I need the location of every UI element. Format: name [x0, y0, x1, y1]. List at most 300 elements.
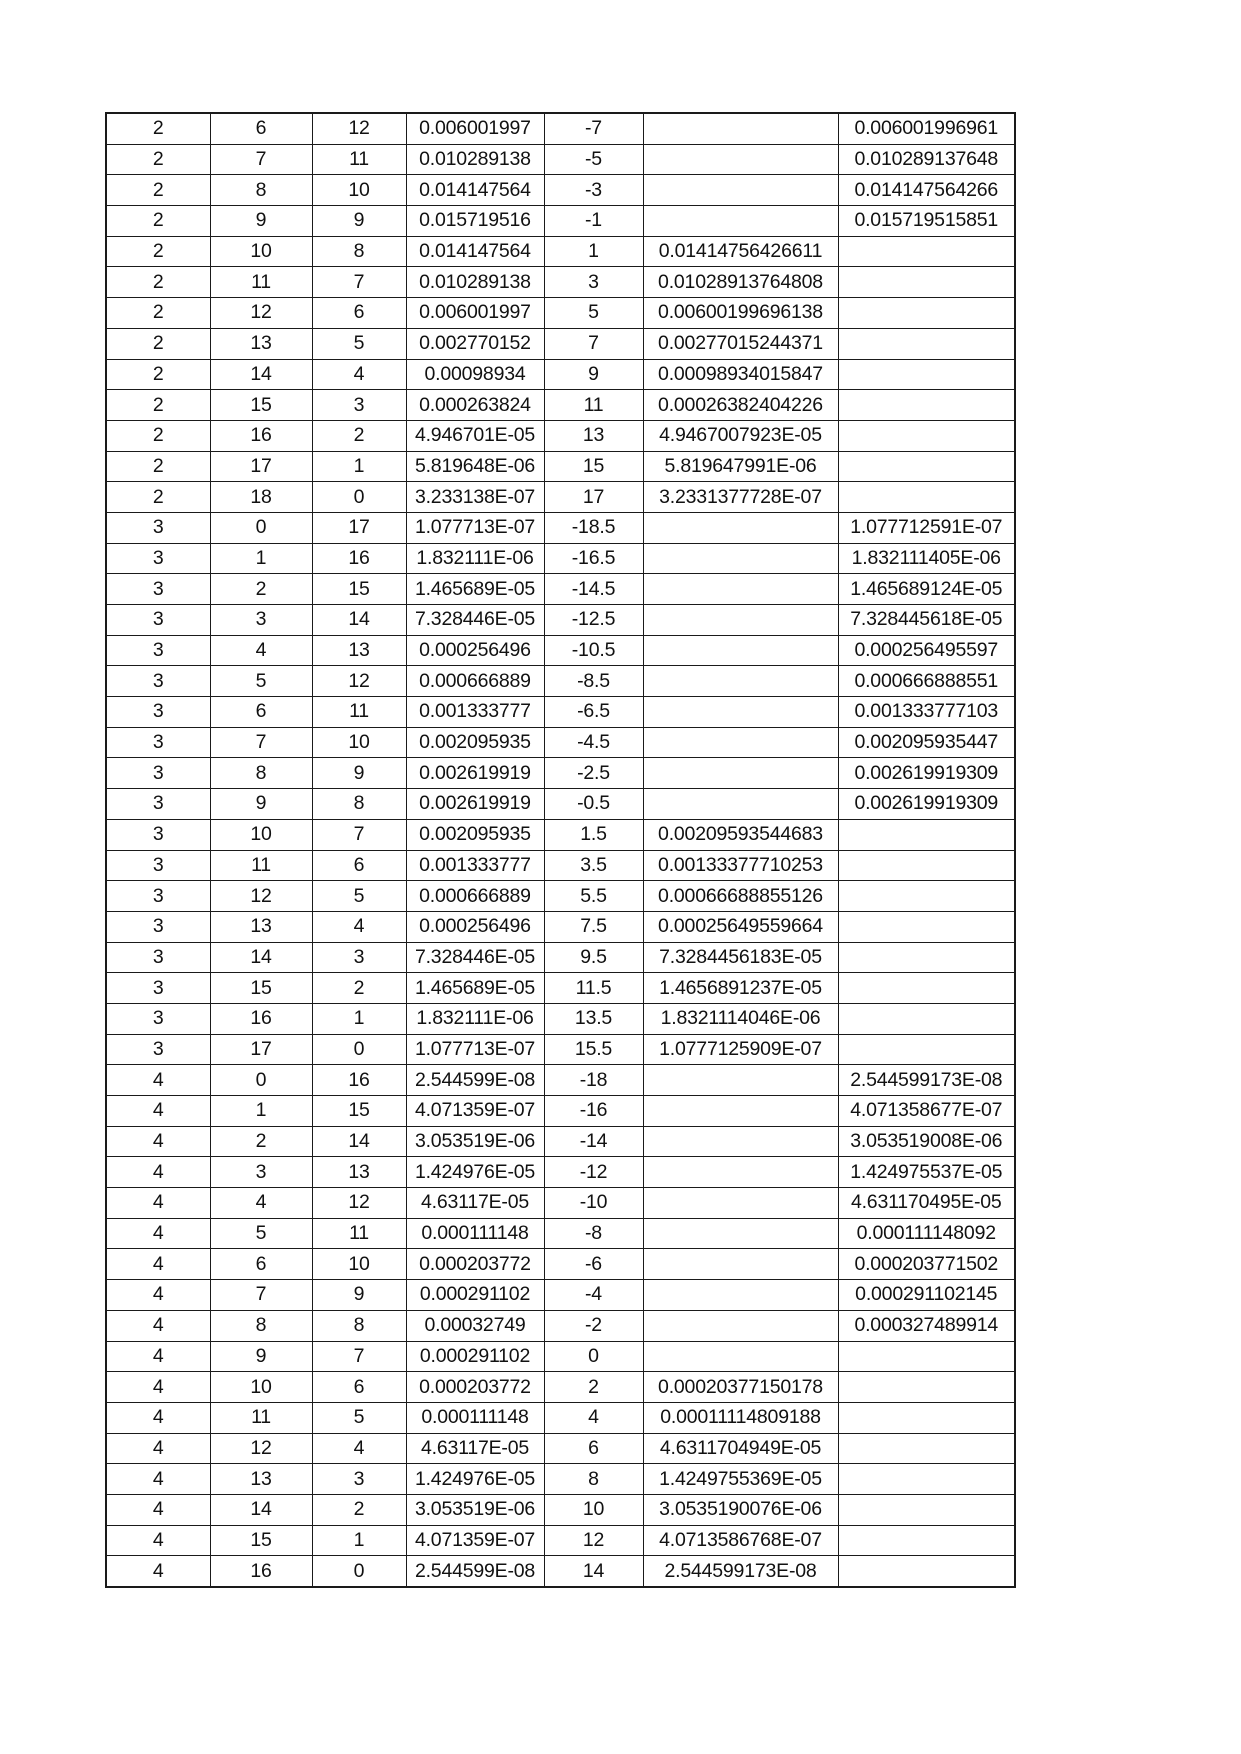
table-cell-col-d: 0.000111148 — [406, 1402, 544, 1433]
table-cell-col-f — [643, 1218, 838, 1249]
table-row — [106, 236, 1015, 267]
table-row — [106, 697, 1015, 728]
table-cell-col-d: 0.000203772 — [406, 1249, 544, 1280]
table-cell-col-g: 3.053519008E-06 — [838, 1126, 1015, 1157]
table-cell-col-e: -4.5 — [544, 727, 643, 758]
table-cell-col-d: 0.000203772 — [406, 1372, 544, 1403]
table-cell-col-a: 4 — [106, 1494, 210, 1525]
table-cell-col-b: 17 — [210, 1034, 312, 1065]
table-cell-col-f — [643, 789, 838, 820]
table-cell-col-d: 0.000666889 — [406, 666, 544, 697]
table-cell-col-d: 0.00098934 — [406, 359, 544, 390]
table-cell-col-e: -14 — [544, 1126, 643, 1157]
table-cell-col-a: 3 — [106, 543, 210, 574]
table-cell-col-f: 1.0777125909E-07 — [643, 1034, 838, 1065]
table-cell-col-b: 15 — [210, 390, 312, 421]
table-row — [106, 1494, 1015, 1525]
table-cell-col-c: 7 — [312, 819, 406, 850]
table-cell-col-f — [643, 206, 838, 237]
table-body — [106, 113, 1015, 1587]
table-cell-col-d: 0.00032749 — [406, 1310, 544, 1341]
table-row — [106, 451, 1015, 482]
table-cell-col-e: -16.5 — [544, 543, 643, 574]
table-cell-col-g — [838, 942, 1015, 973]
table-cell-col-e: 12 — [544, 1525, 643, 1556]
table-cell-col-f: 0.00209593544683 — [643, 819, 838, 850]
table-cell-col-d: 1.424976E-05 — [406, 1464, 544, 1495]
table-cell-col-c: 15 — [312, 574, 406, 605]
table-cell-col-c: 0 — [312, 1556, 406, 1587]
table-cell-col-c: 10 — [312, 1249, 406, 1280]
table-cell-col-b: 5 — [210, 666, 312, 697]
table-cell-col-c: 7 — [312, 1341, 406, 1372]
table-cell-col-b: 11 — [210, 1402, 312, 1433]
table-cell-col-e: 10 — [544, 1494, 643, 1525]
table-cell-col-g: 0.014147564266 — [838, 175, 1015, 206]
table-cell-col-g: 0.000666888551 — [838, 666, 1015, 697]
table-row — [106, 1464, 1015, 1495]
table-cell-col-g: 1.424975537E-05 — [838, 1157, 1015, 1188]
table-cell-col-e: -5 — [544, 144, 643, 175]
table-cell-col-a: 3 — [106, 1034, 210, 1065]
table-cell-col-f — [643, 1280, 838, 1311]
table-cell-col-e: 9 — [544, 359, 643, 390]
table-cell-col-a: 4 — [106, 1249, 210, 1280]
table-cell-col-d: 0.000256496 — [406, 911, 544, 942]
table-cell-col-a: 4 — [106, 1433, 210, 1464]
table-cell-col-a: 3 — [106, 1003, 210, 1034]
table-cell-col-f — [643, 1310, 838, 1341]
table-cell-col-e: 5 — [544, 298, 643, 329]
table-cell-col-g — [838, 973, 1015, 1004]
table-cell-col-f: 0.00025649559664 — [643, 911, 838, 942]
table-cell-col-a: 4 — [106, 1464, 210, 1495]
table-cell-col-c: 10 — [312, 727, 406, 758]
table-cell-col-c: 9 — [312, 758, 406, 789]
table-row — [106, 819, 1015, 850]
table-cell-col-d: 3.233138E-07 — [406, 482, 544, 513]
table-cell-col-f: 0.00066688855126 — [643, 881, 838, 912]
table-cell-col-a: 4 — [106, 1372, 210, 1403]
table-cell-col-a: 2 — [106, 267, 210, 298]
table-cell-col-d: 4.63117E-05 — [406, 1433, 544, 1464]
table-cell-col-c: 11 — [312, 144, 406, 175]
table-cell-col-a: 2 — [106, 236, 210, 267]
table-cell-col-e: 8 — [544, 1464, 643, 1495]
table-cell-col-b: 15 — [210, 973, 312, 1004]
table-cell-col-f: 5.819647991E-06 — [643, 451, 838, 482]
table-cell-col-d: 3.053519E-06 — [406, 1494, 544, 1525]
table-cell-col-b: 0 — [210, 1065, 312, 1096]
table-cell-col-b: 11 — [210, 267, 312, 298]
table-cell-col-e: 6 — [544, 1433, 643, 1464]
table-cell-col-d: 0.000111148 — [406, 1218, 544, 1249]
table-row — [106, 1096, 1015, 1127]
table-row — [106, 482, 1015, 513]
table-row — [106, 328, 1015, 359]
table-cell-col-f: 1.8321114046E-06 — [643, 1003, 838, 1034]
table-cell-col-f: 7.3284456183E-05 — [643, 942, 838, 973]
table-cell-col-e: -14.5 — [544, 574, 643, 605]
table-row — [106, 1341, 1015, 1372]
table-cell-col-e: 11 — [544, 390, 643, 421]
table-cell-col-e: -16 — [544, 1096, 643, 1127]
table-cell-col-b: 14 — [210, 359, 312, 390]
table-cell-col-d: 1.424976E-05 — [406, 1157, 544, 1188]
table-cell-col-a: 3 — [106, 697, 210, 728]
table-cell-col-c: 17 — [312, 512, 406, 543]
table-cell-col-a: 2 — [106, 328, 210, 359]
table-cell-col-e: -0.5 — [544, 789, 643, 820]
table-row — [106, 420, 1015, 451]
table-cell-col-b: 8 — [210, 175, 312, 206]
table-cell-col-g — [838, 1494, 1015, 1525]
table-cell-col-e: -18 — [544, 1065, 643, 1096]
table-cell-col-c: 6 — [312, 850, 406, 881]
table-cell-col-g — [838, 819, 1015, 850]
table-row — [106, 1372, 1015, 1403]
table-cell-col-c: 13 — [312, 635, 406, 666]
table-cell-col-c: 13 — [312, 1157, 406, 1188]
table-cell-col-f: 0.00026382404226 — [643, 390, 838, 421]
table-cell-col-f — [643, 666, 838, 697]
table-cell-col-f — [643, 605, 838, 636]
table-cell-col-b: 6 — [210, 113, 312, 144]
table-cell-col-b: 7 — [210, 727, 312, 758]
table-cell-col-g — [838, 390, 1015, 421]
table-row — [106, 1249, 1015, 1280]
table-row — [106, 206, 1015, 237]
table-cell-col-e: 4 — [544, 1402, 643, 1433]
table-cell-col-d: 4.946701E-05 — [406, 420, 544, 451]
table-cell-col-e: -10.5 — [544, 635, 643, 666]
table-cell-col-c: 0 — [312, 482, 406, 513]
table-cell-col-a: 4 — [106, 1402, 210, 1433]
table-cell-col-f — [643, 543, 838, 574]
table-cell-col-d: 0.001333777 — [406, 850, 544, 881]
table-cell-col-d: 1.465689E-05 — [406, 973, 544, 1004]
table-cell-col-b: 9 — [210, 1341, 312, 1372]
table-cell-col-c: 11 — [312, 697, 406, 728]
table-cell-col-e: -7 — [544, 113, 643, 144]
table-cell-col-b: 12 — [210, 1433, 312, 1464]
table-cell-col-b: 13 — [210, 328, 312, 359]
table-cell-col-d: 0.002095935 — [406, 819, 544, 850]
table-cell-col-b: 3 — [210, 1157, 312, 1188]
table-cell-col-g — [838, 359, 1015, 390]
table-cell-col-d: 0.000256496 — [406, 635, 544, 666]
data-table — [105, 112, 1016, 1588]
table-cell-col-e: -2.5 — [544, 758, 643, 789]
table-cell-col-b: 9 — [210, 206, 312, 237]
table-cell-col-f — [643, 1249, 838, 1280]
table-row — [106, 144, 1015, 175]
table-row — [106, 1525, 1015, 1556]
table-cell-col-a: 3 — [106, 911, 210, 942]
table-cell-col-f: 4.0713586768E-07 — [643, 1525, 838, 1556]
table-cell-col-c: 11 — [312, 1218, 406, 1249]
table-cell-col-b: 14 — [210, 1494, 312, 1525]
table-row — [106, 1003, 1015, 1034]
table-row — [106, 1402, 1015, 1433]
table-cell-col-e: 0 — [544, 1341, 643, 1372]
table-cell-col-d: 2.544599E-08 — [406, 1556, 544, 1587]
table-cell-col-c: 3 — [312, 942, 406, 973]
table-row — [106, 635, 1015, 666]
table-cell-col-a: 4 — [106, 1157, 210, 1188]
table-cell-col-f: 0.00600199696138 — [643, 298, 838, 329]
table-row — [106, 512, 1015, 543]
table-cell-col-c: 3 — [312, 1464, 406, 1495]
table-cell-col-b: 12 — [210, 881, 312, 912]
table-cell-col-g — [838, 1556, 1015, 1587]
table-cell-col-g: 0.001333777103 — [838, 697, 1015, 728]
table-cell-col-f: 0.01028913764808 — [643, 267, 838, 298]
table-cell-col-b: 16 — [210, 1003, 312, 1034]
table-cell-col-d: 0.002619919 — [406, 758, 544, 789]
table-cell-col-e: 11.5 — [544, 973, 643, 1004]
table-row — [106, 113, 1015, 144]
table-cell-col-a: 2 — [106, 451, 210, 482]
table-row — [106, 942, 1015, 973]
table-cell-col-g: 4.071358677E-07 — [838, 1096, 1015, 1127]
table-cell-col-e: -1 — [544, 206, 643, 237]
table-row — [106, 973, 1015, 1004]
table-cell-col-f — [643, 1065, 838, 1096]
table-cell-col-d: 4.071359E-07 — [406, 1096, 544, 1127]
table-cell-col-g: 7.328445618E-05 — [838, 605, 1015, 636]
table-cell-col-a: 4 — [106, 1525, 210, 1556]
table-cell-col-d: 0.002770152 — [406, 328, 544, 359]
table-cell-col-a: 2 — [106, 113, 210, 144]
table-cell-col-a: 4 — [106, 1556, 210, 1587]
table-cell-col-b: 8 — [210, 1310, 312, 1341]
table-cell-col-a: 2 — [106, 420, 210, 451]
table-cell-col-b: 8 — [210, 758, 312, 789]
table-cell-col-d: 0.001333777 — [406, 697, 544, 728]
table-cell-col-d: 2.544599E-08 — [406, 1065, 544, 1096]
table-cell-col-a: 2 — [106, 298, 210, 329]
table-cell-col-e: 7 — [544, 328, 643, 359]
table-cell-col-a: 3 — [106, 512, 210, 543]
table-row — [106, 1556, 1015, 1587]
table-cell-col-c: 16 — [312, 1065, 406, 1096]
table-cell-col-b: 6 — [210, 1249, 312, 1280]
table-cell-col-d: 3.053519E-06 — [406, 1126, 544, 1157]
table-cell-col-e: 13 — [544, 420, 643, 451]
table-cell-col-g: 0.000203771502 — [838, 1249, 1015, 1280]
table-cell-col-b: 6 — [210, 697, 312, 728]
table-cell-col-c: 14 — [312, 605, 406, 636]
table-cell-col-e: 13.5 — [544, 1003, 643, 1034]
table-cell-col-d: 1.465689E-05 — [406, 574, 544, 605]
table-cell-col-c: 8 — [312, 789, 406, 820]
table-cell-col-f: 0.01414756426611 — [643, 236, 838, 267]
table-cell-col-c: 8 — [312, 236, 406, 267]
table-cell-col-a: 2 — [106, 206, 210, 237]
table-cell-col-b: 5 — [210, 1218, 312, 1249]
table-cell-col-d: 0.000263824 — [406, 390, 544, 421]
table-cell-col-e: 1.5 — [544, 819, 643, 850]
table-cell-col-a: 3 — [106, 973, 210, 1004]
table-row — [106, 359, 1015, 390]
table-cell-col-g: 0.000256495597 — [838, 635, 1015, 666]
table-cell-col-f: 0.00020377150178 — [643, 1372, 838, 1403]
table-cell-col-a: 3 — [106, 819, 210, 850]
table-cell-col-a: 3 — [106, 605, 210, 636]
table-cell-col-b: 3 — [210, 605, 312, 636]
table-cell-col-f — [643, 635, 838, 666]
table-row — [106, 267, 1015, 298]
table-cell-col-a: 4 — [106, 1310, 210, 1341]
table-cell-col-b: 4 — [210, 1188, 312, 1219]
table-cell-col-f — [643, 113, 838, 144]
table-cell-col-f: 3.2331377728E-07 — [643, 482, 838, 513]
table-row — [106, 1126, 1015, 1157]
table-cell-col-a: 2 — [106, 390, 210, 421]
table-cell-col-g: 1.832111405E-06 — [838, 543, 1015, 574]
table-cell-col-b: 10 — [210, 1372, 312, 1403]
table-cell-col-g: 0.000111148092 — [838, 1218, 1015, 1249]
table-row — [106, 1188, 1015, 1219]
table-cell-col-g — [838, 236, 1015, 267]
table-cell-col-f — [643, 1096, 838, 1127]
table-cell-col-e: -4 — [544, 1280, 643, 1311]
table-cell-col-e: -18.5 — [544, 512, 643, 543]
table-row — [106, 911, 1015, 942]
table-cell-col-a: 4 — [106, 1280, 210, 1311]
table-cell-col-f — [643, 727, 838, 758]
table-cell-col-f — [643, 758, 838, 789]
table-cell-col-g: 0.010289137648 — [838, 144, 1015, 175]
table-cell-col-f: 1.4249755369E-05 — [643, 1464, 838, 1495]
table-cell-col-d: 0.006001997 — [406, 113, 544, 144]
table-cell-col-g — [838, 1034, 1015, 1065]
table-cell-col-c: 16 — [312, 543, 406, 574]
table-cell-col-e: 15.5 — [544, 1034, 643, 1065]
table-cell-col-b: 9 — [210, 789, 312, 820]
table-cell-col-d: 0.000291102 — [406, 1341, 544, 1372]
table-cell-col-e: -12.5 — [544, 605, 643, 636]
table-cell-col-g: 0.015719515851 — [838, 206, 1015, 237]
table-row — [106, 666, 1015, 697]
table-cell-col-d: 0.002619919 — [406, 789, 544, 820]
table-cell-col-c: 12 — [312, 113, 406, 144]
table-cell-col-d: 0.014147564 — [406, 236, 544, 267]
table-row — [106, 298, 1015, 329]
table-cell-col-b: 16 — [210, 420, 312, 451]
table-row — [106, 727, 1015, 758]
table-cell-col-g — [838, 1341, 1015, 1372]
table-cell-col-b: 7 — [210, 1280, 312, 1311]
table-cell-col-d: 0.010289138 — [406, 144, 544, 175]
table-cell-col-e: -3 — [544, 175, 643, 206]
table-row — [106, 543, 1015, 574]
table-cell-col-b: 13 — [210, 911, 312, 942]
table-cell-col-f — [643, 144, 838, 175]
table-cell-col-c: 2 — [312, 420, 406, 451]
table-cell-col-f: 3.0535190076E-06 — [643, 1494, 838, 1525]
table-cell-col-e: 15 — [544, 451, 643, 482]
table-cell-col-f — [643, 697, 838, 728]
table-cell-col-e: 1 — [544, 236, 643, 267]
table-row — [106, 390, 1015, 421]
table-cell-col-e: -2 — [544, 1310, 643, 1341]
table-cell-col-a: 4 — [106, 1065, 210, 1096]
table-cell-col-c: 1 — [312, 1003, 406, 1034]
table-cell-col-b: 11 — [210, 850, 312, 881]
table-cell-col-c: 4 — [312, 1433, 406, 1464]
table-cell-col-g — [838, 298, 1015, 329]
table-cell-col-g — [838, 1525, 1015, 1556]
table-cell-col-b: 14 — [210, 942, 312, 973]
table-cell-col-c: 14 — [312, 1126, 406, 1157]
table-cell-col-c: 2 — [312, 973, 406, 1004]
table-cell-col-c: 2 — [312, 1494, 406, 1525]
table-cell-col-e: 14 — [544, 1556, 643, 1587]
table-row — [106, 175, 1015, 206]
table-cell-col-b: 2 — [210, 1126, 312, 1157]
table-cell-col-g: 1.465689124E-05 — [838, 574, 1015, 605]
table-cell-col-g — [838, 482, 1015, 513]
table-cell-col-c: 15 — [312, 1096, 406, 1127]
table-cell-col-c: 8 — [312, 1310, 406, 1341]
table-cell-col-e: 3 — [544, 267, 643, 298]
table-row — [106, 1433, 1015, 1464]
table-cell-col-d: 7.328446E-05 — [406, 605, 544, 636]
table-row — [106, 758, 1015, 789]
table-cell-col-g — [838, 1372, 1015, 1403]
table-cell-col-e: 17 — [544, 482, 643, 513]
table-row — [106, 850, 1015, 881]
table-cell-col-f — [643, 175, 838, 206]
table-cell-col-g — [838, 881, 1015, 912]
table-cell-col-a: 2 — [106, 359, 210, 390]
table-cell-col-f: 0.00133377710253 — [643, 850, 838, 881]
table-cell-col-d: 0.014147564 — [406, 175, 544, 206]
table-cell-col-a: 3 — [106, 666, 210, 697]
table-cell-col-e: -6 — [544, 1249, 643, 1280]
table-cell-col-e: 9.5 — [544, 942, 643, 973]
table-cell-col-c: 5 — [312, 881, 406, 912]
table-cell-col-g: 1.077712591E-07 — [838, 512, 1015, 543]
table-row — [106, 574, 1015, 605]
table-cell-col-b: 2 — [210, 574, 312, 605]
table-cell-col-c: 5 — [312, 1402, 406, 1433]
table-cell-col-c: 9 — [312, 206, 406, 237]
table-cell-col-d: 0.000666889 — [406, 881, 544, 912]
table-cell-col-d: 0.000291102 — [406, 1280, 544, 1311]
table-cell-col-d: 4.63117E-05 — [406, 1188, 544, 1219]
table-cell-col-g — [838, 911, 1015, 942]
table-cell-col-c: 1 — [312, 1525, 406, 1556]
table-cell-col-e: -10 — [544, 1188, 643, 1219]
table-cell-col-g — [838, 451, 1015, 482]
table-cell-col-c: 1 — [312, 451, 406, 482]
table-cell-col-g: 0.000291102145 — [838, 1280, 1015, 1311]
table-cell-col-a: 3 — [106, 942, 210, 973]
table-cell-col-c: 4 — [312, 911, 406, 942]
table-cell-col-b: 17 — [210, 451, 312, 482]
table-row — [106, 1065, 1015, 1096]
table-cell-col-g — [838, 267, 1015, 298]
table-cell-col-a: 3 — [106, 635, 210, 666]
table-cell-col-a: 3 — [106, 850, 210, 881]
table-cell-col-f — [643, 1341, 838, 1372]
table-row — [106, 1157, 1015, 1188]
table-cell-col-g — [838, 1003, 1015, 1034]
table-cell-col-a: 4 — [106, 1188, 210, 1219]
